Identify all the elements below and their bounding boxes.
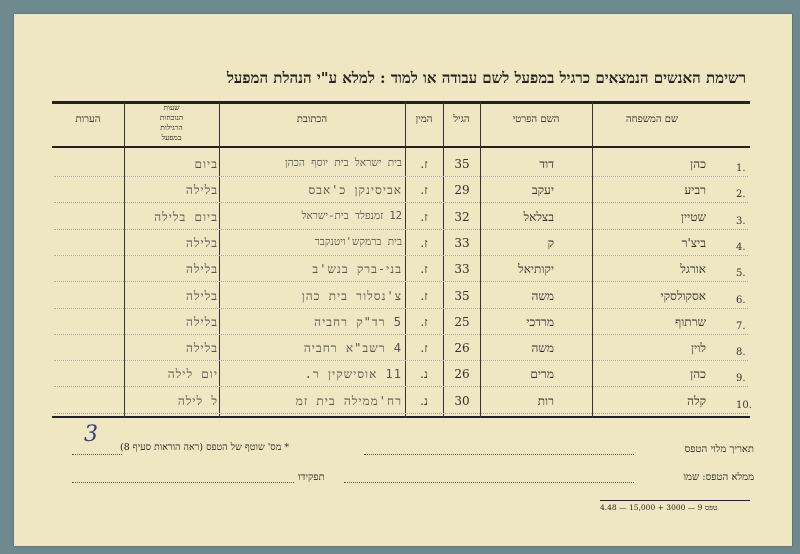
date-label: תאריך מלוי הטפס [684,444,754,455]
filler-name-line [344,482,634,483]
cell-hours: בלילה [185,341,218,356]
cell-n: 4. [736,241,746,253]
cell-first: משה [531,288,554,303]
header-notes: הערות [75,114,101,125]
form-sheet [14,14,792,546]
col-divider [124,102,125,418]
cell-sex: נ. [420,367,428,382]
cell-n: 10. [736,399,752,411]
cell-address: 5 רד"ק רחביה [314,314,402,329]
cell-n: 8. [736,347,746,359]
print-code: טפס 9 — 3000 + 15,000 — 4.48 [600,503,718,512]
cell-address: בית ברמקש'ויטנקבר [314,235,402,248]
cell-hours: ביום בלילה [154,209,218,224]
row-guide-line [54,229,748,230]
cell-age: 32 [454,209,470,224]
cell-sex: ז. [420,209,428,224]
cell-family: כהן [690,157,706,171]
cell-hours: בלילה [185,314,218,329]
cell-address: צ'נסלור בית כהן [301,288,402,303]
cell-family: אורגל [680,262,706,277]
cell-address: בני-ברק בנש'ב [312,262,402,277]
row-guide-line [54,386,748,387]
cell-age: 29 [454,183,470,198]
cell-family: לוין [691,341,706,356]
col-divider [480,102,481,418]
cell-first: דוד [539,157,554,171]
serial-fill-line [72,454,122,455]
cell-sex: נ. [420,393,428,408]
cell-family: כהן [690,367,706,382]
row-guide-line [54,413,748,414]
role-label: תפקידו [298,472,325,483]
cell-family: ביצ'ר [681,235,706,250]
col-divider [592,102,593,418]
print-code-rule [600,500,750,501]
cell-first: בצלאל [523,209,554,224]
header-hours [124,103,219,143]
header-address: הכתובת [296,114,328,125]
cell-n: 2. [736,189,746,201]
cell-family: רביע [684,183,706,198]
cell-family: שרתוף [675,314,706,329]
cell-first: יקותיאל [518,262,554,277]
cell-age: 35 [454,157,470,171]
cell-first: יעקב [531,183,554,198]
cell-address: 4 רשב"א רחביה [303,341,402,356]
cell-address: בית ישראל בית יוסף הכהן [284,157,402,169]
header-hours-line: הרגילות [160,123,183,132]
cell-first: רות [537,393,554,408]
cell-sex: ז. [420,262,428,277]
cell-n: 3. [736,215,746,227]
cell-hours: ביום [194,157,218,171]
row-guide-line [54,176,748,177]
cell-hours: יום לילה [167,367,218,382]
cell-first: ק [547,235,554,250]
cell-age: 26 [454,341,470,356]
cell-sex: ז. [420,314,428,329]
cell-age: 25 [454,314,470,329]
cell-n: 7. [736,320,746,332]
header-hours-line: במפעל [161,133,182,142]
cell-sex: ז. [420,235,428,250]
col-divider [405,102,406,418]
date-fill-line [364,454,634,455]
cell-age: 33 [454,262,470,277]
role-line [72,482,294,483]
header-first-name: השם הפרטי [512,114,560,125]
cell-n: 9. [736,373,746,385]
cell-hours: בלילה [185,288,218,303]
cell-family: אסקולסקי [660,288,706,303]
cell-hours: ל לילה [177,393,218,408]
cell-hours: בלילה [185,183,218,198]
row-guide-line [54,308,748,309]
cell-age: 35 [454,288,470,303]
cell-sex: ז. [420,288,428,303]
cell-address: אביסינקן כ'אבס [308,183,402,198]
handwritten-serial-number: 3 [84,422,98,447]
cell-first: מרדכי [526,314,554,329]
cell-hours: בלילה [185,235,218,250]
cell-first: משה [531,341,554,356]
serial-label: * מס' שוטף של הטפס (ראה הוראות סעיף 8) [120,442,290,453]
cell-n: 5. [736,268,746,280]
cell-age: 30 [454,393,470,408]
cell-hours: בלילה [185,262,218,277]
cell-n: 1. [736,163,746,174]
table-bottom-rule [52,416,750,418]
col-divider [443,102,444,418]
header-hours-line: שעות [163,103,180,112]
cell-sex: ז. [420,183,428,198]
cell-sex: ז. [420,157,428,171]
cell-sex: ז. [420,341,428,356]
filler-name-label: ממלא הטפס: שמו [683,472,754,483]
header-hours-line: הנוכחות [159,113,184,122]
cell-address: 12 זמנפלד בית-ישראל [301,209,402,222]
cell-age: 26 [454,367,470,382]
header-bottom-rule [52,146,750,148]
row-guide-line [54,281,748,282]
header-sex: המין [415,114,433,125]
cell-family: שטיין [680,209,706,224]
row-guide-line [54,360,748,361]
col-divider [219,102,220,418]
form-title: רשימת האנשים הנמצאים כרגיל במפעל לשם עבודה או למוד : למלא ע"י הנהלת המפעל [226,69,746,87]
row-guide-line [54,334,748,335]
header-family: שם המשפחה [625,114,679,125]
cell-n: 6. [736,294,746,306]
cell-address: רח'ממילה בית זמ [295,393,402,408]
cell-age: 33 [454,235,470,250]
cell-address: 11 אוסישקין ר. [304,367,402,382]
row-guide-line [54,202,748,203]
header-age: הגיל [453,114,470,125]
row-guide-line [54,255,748,256]
cell-family: קלה [687,393,706,408]
cell-first: מרים [530,367,554,382]
